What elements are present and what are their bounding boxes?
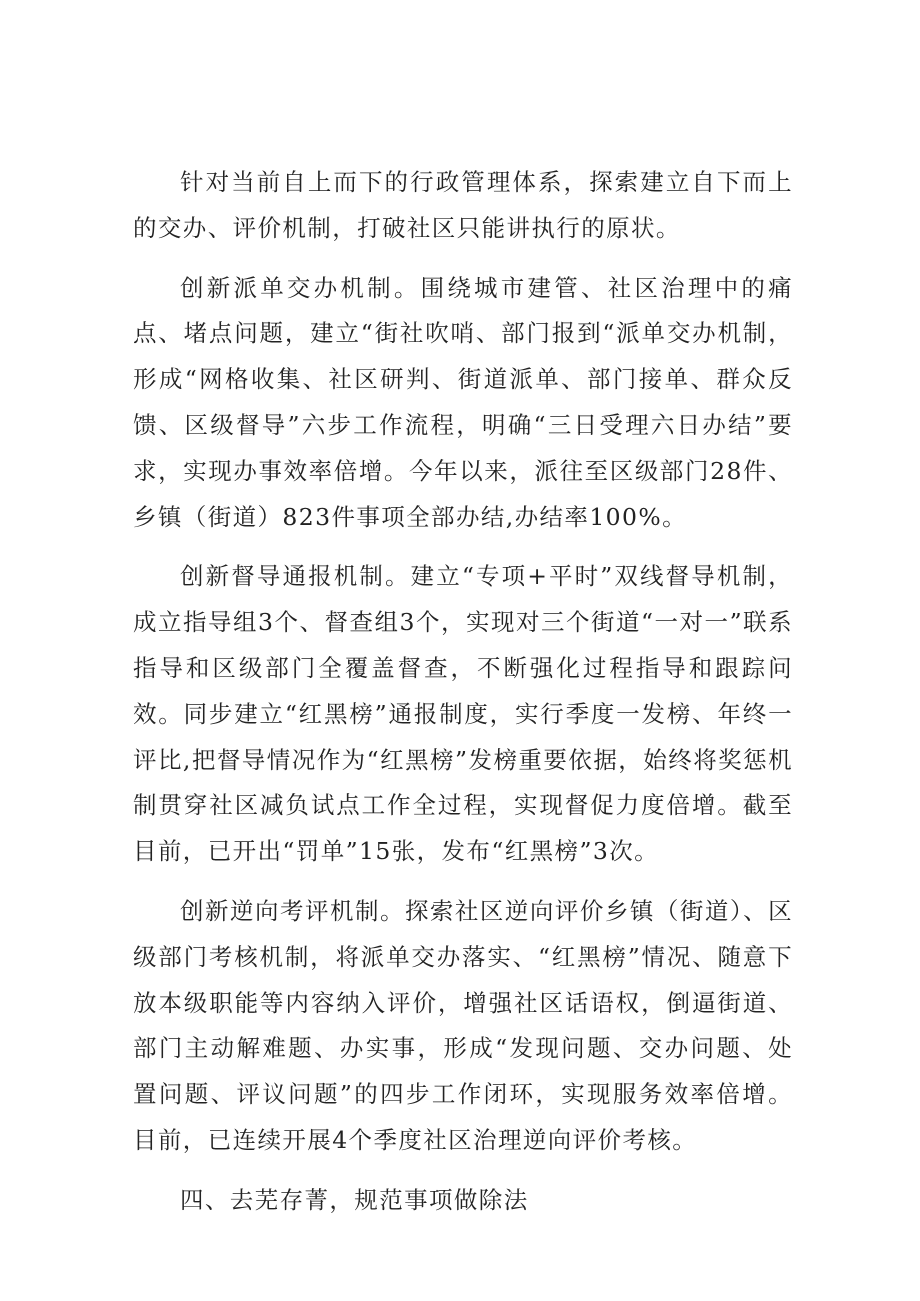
document-body — [133, 160, 793, 1224]
paragraph-supervision-mechanism: 创新督导通报机制。建立“专项+平时”双线督导机制，成立指导组3个、督查组3个，实现对三个街道“一对一”联系指导和区级部门全覆盖督查，不断强化过程指导和跟踪问效。同步建立“红黑榜”通报制度，实行季度一发榜、年终一评比,把督导情况作为“红黑榜”发榜重要依据，始终将奖惩机制贯穿社区减负试点工作全过程，实现督促力度倍增。截至目前，已开出“罚单”15张，发布“红黑榜”3次。 — [133, 562, 793, 866]
paragraph-intro: 针对当前自上而下的行政管理体系，探索建立自下而上的交办、评价机制，打破社区只能讲执行的原状。 — [133, 168, 793, 242]
section-heading: 四、去芜存菁，规范事项做除法 — [180, 1185, 529, 1214]
paragraph-reverse-evaluation: 创新逆向考评机制。探索社区逆向评价乡镇（街道）、区级部门考核机制，将派单交办落实、“红黑榜”情况、随意下放本级职能等内容纳入评价，增强社区话语权，倒逼街道、部门主动解难题、办实事，形成“发现问题、交办问题、处置问题、评议问题”的四步工作闭环，实现服务效率倍增。目前，已连续开展4个季度社区治理逆向评价考核。 — [133, 896, 793, 1154]
paragraph-dispatch-mechanism: 创新派单交办机制。围绕城市建管、社区治理中的痛点、堵点问题，建立“街社吹哨、部门报到“派单交办机制，形成“网格收集、社区研判、街道派单、部门接单、群众反馈、区级督导”六步工作流程，明确“三日受理六日办结”要求，实现办事效率倍增。今年以来，派往至区级部门28件、乡镇（街道）823件事项全部办结,办结率100%。 — [133, 273, 793, 531]
